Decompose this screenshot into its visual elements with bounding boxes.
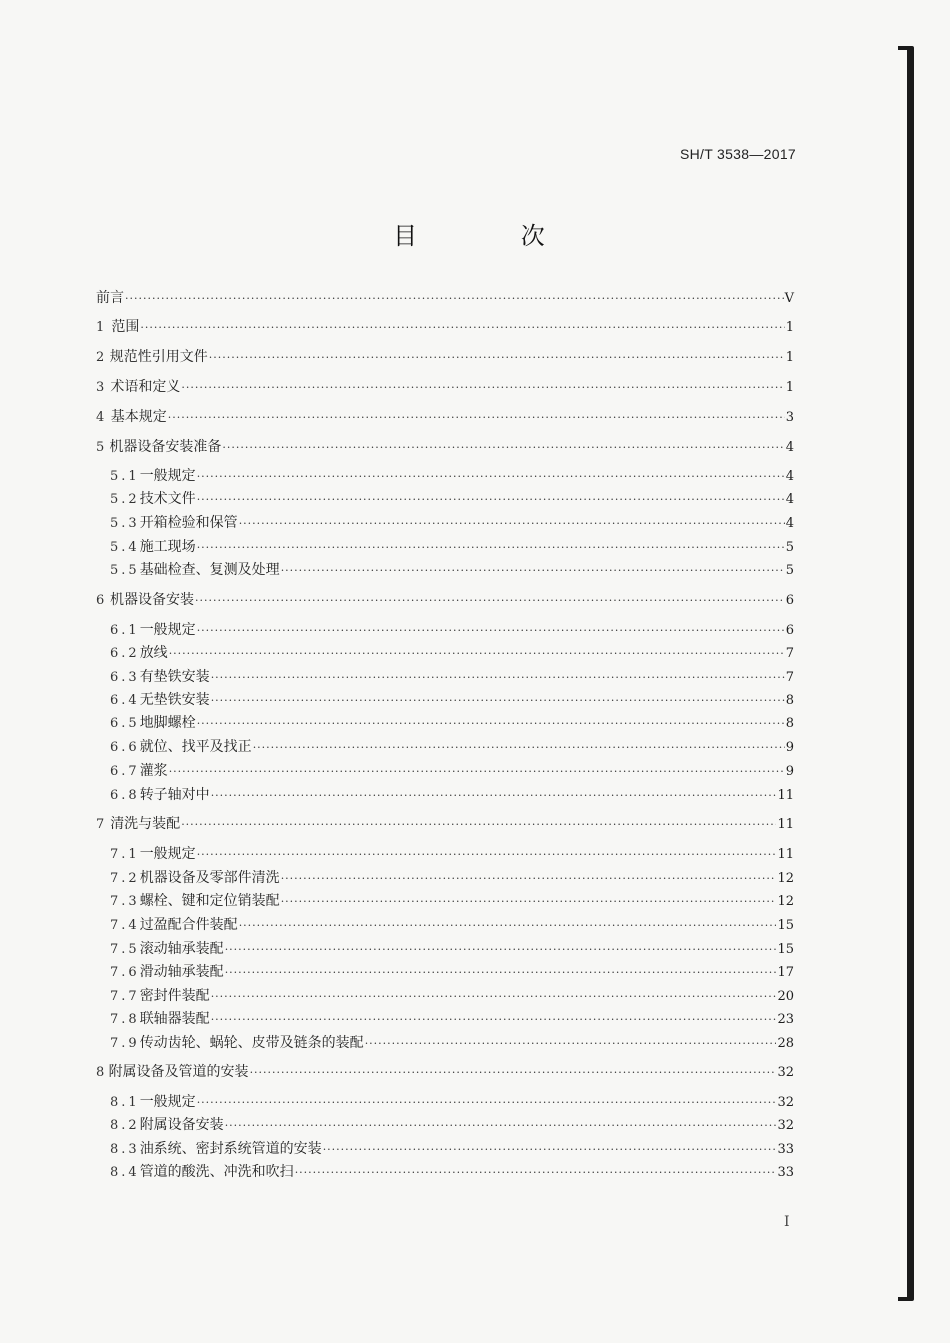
toc-entry[interactable]	[96, 289, 794, 307]
toc-entry-page: 4	[785, 440, 794, 455]
toc-dot-leader	[125, 290, 784, 308]
toc-entry-page: 33	[777, 1142, 794, 1157]
toc-entry-title: 螺栓、键和定位销装配	[139, 893, 280, 909]
toc-dot-leader	[197, 491, 785, 509]
toc-entry[interactable]	[110, 1163, 794, 1181]
toc-entry-number: 5.4	[110, 540, 140, 555]
toc-entry-number: 8.2	[110, 1118, 140, 1133]
toc-dot-leader	[197, 846, 777, 864]
toc-entry[interactable]	[110, 1010, 794, 1028]
toc-dot-leader	[169, 763, 785, 781]
toc-entry-number: 1	[96, 320, 105, 335]
toc-entry-title: 规范性引用文件	[109, 349, 208, 365]
toc-entry[interactable]	[110, 561, 794, 579]
toc-entry-page: 12	[777, 871, 794, 886]
toc-entry-title: 转子轴对中	[139, 787, 210, 803]
toc-dot-leader	[239, 917, 777, 935]
toc-entry-page: 4	[785, 516, 794, 531]
toc-entry-title: 一般规定	[139, 1094, 196, 1110]
toc-entry-number: 5.2	[110, 492, 140, 507]
toc-entry-title: 清洗与装配	[110, 816, 181, 832]
toc-entry[interactable]	[110, 916, 794, 934]
toc-entry-page: 7	[785, 670, 794, 685]
toc-entry-number: 7.7	[110, 989, 140, 1004]
toc-entry-number: 6.7	[110, 764, 140, 779]
toc-entry-page: 9	[785, 764, 794, 779]
toc-entry[interactable]	[110, 467, 794, 485]
toc-dot-leader	[365, 1035, 777, 1053]
toc-dot-leader	[211, 1011, 777, 1029]
toc-entry-title: 一般规定	[139, 468, 196, 484]
toc-entry-page: 28	[777, 1036, 794, 1051]
toc-dot-leader	[281, 870, 777, 888]
toc-entry[interactable]	[110, 738, 794, 756]
toc-entry-number: 6.6	[110, 740, 140, 755]
toc-entry[interactable]	[110, 1034, 794, 1052]
toc-entry-number: 5.1	[110, 469, 140, 484]
toc-entry-page: 17	[777, 965, 794, 980]
toc-entry-title: 基础检查、复测及处理	[139, 562, 280, 578]
toc-entry-number: 4	[96, 410, 105, 425]
toc-entry-page: 9	[785, 740, 794, 755]
toc-entry-title: 无垫铁安装	[139, 692, 210, 708]
toc-entry-page: 32	[777, 1065, 794, 1080]
toc-entry-title: 术语和定义	[110, 379, 181, 395]
page-number: I	[784, 1214, 790, 1230]
toc-dot-leader	[222, 439, 784, 457]
toc-entry[interactable]	[110, 644, 794, 662]
toc-entry[interactable]	[96, 348, 794, 366]
toc-dot-leader	[239, 515, 785, 533]
toc-entry-number: 8	[96, 1065, 105, 1080]
toc-entry-page: 15	[777, 918, 794, 933]
document-code: SH/T 3538—2017	[679, 146, 796, 162]
toc-entry-title: 滚动轴承装配	[139, 941, 224, 957]
toc-dot-leader	[250, 1064, 777, 1082]
toc-entry[interactable]	[110, 762, 794, 780]
toc-entry-page: 33	[777, 1165, 794, 1180]
toc-dot-leader	[197, 539, 785, 557]
toc-dot-leader	[211, 787, 777, 805]
toc-entry-page: 32	[777, 1095, 794, 1110]
toc-dot-leader	[225, 1117, 777, 1135]
toc-entry[interactable]	[96, 378, 794, 396]
toc-dot-leader	[197, 1094, 777, 1112]
toc-entry-number: 7	[96, 817, 105, 832]
toc-entry-page: 11	[777, 817, 794, 832]
toc-entry-page: 1	[785, 320, 794, 335]
toc-entry-page: V	[784, 291, 794, 306]
toc-entry-page: 32	[777, 1118, 794, 1133]
toc-entry-number: 6	[96, 593, 105, 608]
toc-dot-leader	[211, 692, 785, 710]
toc-entry-number: 3	[96, 380, 105, 395]
toc-entry[interactable]	[110, 514, 794, 532]
toc-entry-title: 灌浆	[139, 763, 168, 779]
toc-entry[interactable]	[110, 940, 794, 958]
toc-entry-title: 机器设备及零部件清洗	[139, 870, 280, 886]
toc-entry-page: 8	[785, 716, 794, 731]
toc-entry-title: 密封件装配	[139, 988, 210, 1004]
toc-entry-number: 8.1	[110, 1095, 140, 1110]
toc-entry-number: 5	[96, 440, 105, 455]
toc-entry-number: 7.3	[110, 894, 140, 909]
toc-entry-title: 滑动轴承装配	[139, 964, 224, 980]
toc-dot-leader	[211, 669, 785, 687]
toc-entry[interactable]	[110, 1116, 794, 1134]
toc-entry-title: 机器设备安装准备	[109, 439, 222, 455]
toc-entry-number: 7.2	[110, 871, 140, 886]
toc-entry-number: 6.5	[110, 716, 140, 731]
toc-entry-title: 油系统、密封系统管道的安装	[139, 1141, 322, 1157]
toc-entry[interactable]	[96, 318, 794, 336]
toc-entry[interactable]	[110, 621, 794, 639]
toc-entry-page: 7	[785, 646, 794, 661]
toc-dot-leader	[281, 562, 785, 580]
toc-entry-page: 5	[785, 540, 794, 555]
toc-entry-title: 就位、找平及找正	[139, 739, 252, 755]
toc-entry-page: 11	[777, 788, 794, 803]
toc-entry-title: 过盈配合件装配	[139, 917, 238, 933]
toc-dot-leader	[281, 893, 777, 911]
toc-entry[interactable]	[110, 691, 794, 709]
toc-dot-leader	[323, 1141, 777, 1159]
toc-dot-leader	[197, 622, 785, 640]
toc-entry-number: 7.1	[110, 847, 140, 862]
toc-dot-leader	[140, 319, 784, 337]
toc-entry-page: 1	[785, 380, 794, 395]
toc-entry-page: 23	[777, 1012, 794, 1027]
toc-entry-number: 6.2	[110, 646, 140, 661]
toc-entry-number: 6.1	[110, 623, 140, 638]
toc-entry-title: 范围	[111, 319, 140, 335]
page-title: 目 次	[393, 222, 593, 250]
toc-entry-number: 6.3	[110, 670, 140, 685]
toc-entry-page: 11	[777, 847, 794, 862]
toc-entry[interactable]	[110, 869, 794, 887]
toc-entry-title: 一般规定	[139, 622, 196, 638]
toc-entry-number: 5.5	[110, 563, 140, 578]
toc-entry-title: 前言	[96, 290, 124, 306]
toc-entry[interactable]	[110, 714, 794, 732]
toc-entry-number: 7.4	[110, 918, 140, 933]
toc-entry-number: 7.6	[110, 965, 140, 980]
toc-entry[interactable]	[110, 892, 794, 910]
toc-entry-number: 8.4	[110, 1165, 140, 1180]
toc-entry-page: 4	[785, 492, 794, 507]
toc-entry-page: 6	[785, 623, 794, 638]
toc-entry[interactable]	[110, 538, 794, 556]
toc-dot-leader	[295, 1164, 777, 1182]
toc-entry-page: 5	[785, 563, 794, 578]
toc-entry-title: 地脚螺栓	[139, 715, 196, 731]
toc-entry[interactable]	[110, 668, 794, 686]
toc-dot-leader	[195, 592, 785, 610]
toc-entry-title: 技术文件	[139, 491, 196, 507]
toc-entry-number: 6.4	[110, 693, 140, 708]
toc-entry[interactable]	[110, 987, 794, 1005]
toc-entry[interactable]	[96, 438, 794, 456]
toc-entry[interactable]	[96, 1063, 794, 1081]
toc-entry[interactable]	[110, 1093, 794, 1111]
toc-entry-title: 附属设备及管道的安装	[108, 1064, 249, 1080]
toc-entry[interactable]	[96, 408, 794, 426]
toc-entry-number: 7.5	[110, 942, 140, 957]
toc-entry-title: 一般规定	[139, 846, 196, 862]
toc-dot-leader	[225, 941, 777, 959]
toc-dot-leader	[253, 739, 785, 757]
toc-entry[interactable]	[110, 490, 794, 508]
toc-entry[interactable]	[110, 845, 794, 863]
toc-dot-leader	[168, 409, 785, 427]
toc-entry-page: 6	[785, 593, 794, 608]
toc-entry-number: 5.3	[110, 516, 140, 531]
toc-entry-title: 基本规定	[110, 409, 167, 425]
toc-dot-leader	[181, 816, 776, 834]
toc-entry-page: 3	[785, 410, 794, 425]
toc-entry-title: 联轴器装配	[139, 1011, 210, 1027]
toc-entry[interactable]	[110, 786, 794, 804]
toc-entry[interactable]	[96, 815, 794, 833]
toc-entry-title: 传动齿轮、蜗轮、皮带及链条的装配	[139, 1035, 364, 1051]
toc-dot-leader	[181, 379, 784, 397]
toc-entry-page: 1	[785, 350, 794, 365]
toc-entry-page: 8	[785, 693, 794, 708]
toc-entry-number: 7.8	[110, 1012, 140, 1027]
toc-entry[interactable]	[96, 591, 794, 609]
toc-entry-page: 4	[785, 469, 794, 484]
toc-dot-leader	[197, 715, 785, 733]
toc-entry-title: 附属设备安装	[139, 1117, 224, 1133]
toc-entry-number: 8.3	[110, 1142, 140, 1157]
toc-entry-page: 15	[777, 942, 794, 957]
toc-dot-leader	[209, 349, 785, 367]
toc-entry-number: 7.9	[110, 1036, 140, 1051]
toc-entry-title: 放线	[139, 645, 168, 661]
toc-entry-page: 12	[777, 894, 794, 909]
toc-entry[interactable]	[110, 963, 794, 981]
toc-entry[interactable]	[110, 1140, 794, 1158]
toc-entry-number: 6.8	[110, 788, 140, 803]
toc-entry-title: 管道的酸洗、冲洗和吹扫	[139, 1164, 294, 1180]
toc-dot-leader	[211, 988, 777, 1006]
toc-dot-leader	[225, 964, 777, 982]
toc-entry-title: 机器设备安装	[110, 592, 195, 608]
toc-entry-page: 20	[777, 989, 794, 1004]
toc-entry-title: 施工现场	[139, 539, 196, 555]
toc-dot-leader	[169, 645, 785, 663]
toc-dot-leader	[197, 468, 785, 486]
toc-entry-title: 开箱检验和保管	[139, 515, 238, 531]
toc-entry-title: 有垫铁安装	[139, 669, 210, 685]
toc-entry-number: 2	[96, 350, 105, 365]
